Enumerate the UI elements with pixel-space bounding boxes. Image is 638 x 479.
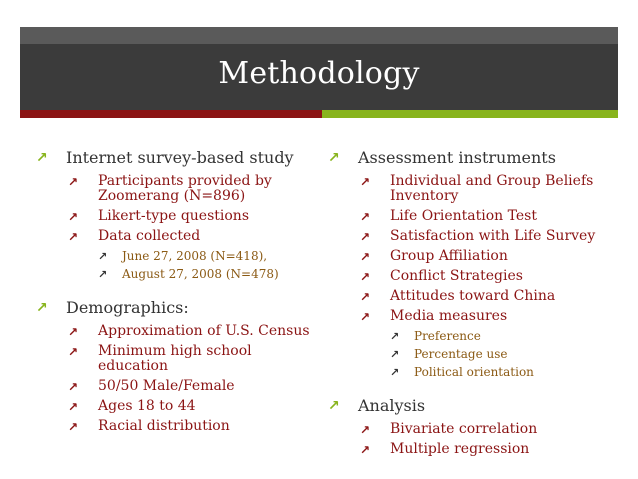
bullet-item-text: Data collected [98, 228, 201, 244]
right-column [328, 148, 623, 462]
arrow-up-right-icon: ↗ [360, 230, 371, 244]
bullet-item-text: 50/50 Male/Female [98, 378, 235, 394]
bullet-item-text: Group Affiliation [390, 248, 508, 264]
bullet-item-text: Racial distribution [98, 418, 230, 434]
arrow-up-right-icon: ↗ [68, 420, 79, 434]
bullet-item [36, 209, 316, 224]
bullet-item-text: Likert-type questions [98, 208, 250, 224]
section-gap [328, 383, 623, 396]
accent-bar-green [322, 110, 618, 118]
sub-bullet-item-text: August 27, 2008 (N=478) [122, 267, 279, 281]
section-heading-text: Demographics: [66, 298, 189, 317]
sub-bullet-item-text: Political orientation [414, 365, 534, 379]
arrow-up-right-icon: ↗ [328, 398, 340, 414]
arrow-up-right-icon: ↗ [68, 325, 79, 339]
arrow-up-right-icon: ↗ [68, 400, 79, 414]
arrow-up-right-icon: ↗ [68, 380, 79, 394]
slide-header [20, 44, 618, 110]
bullet-item-text: Satisfaction with Life Survey [390, 228, 596, 244]
arrow-up-right-icon: ↗ [68, 210, 79, 224]
arrow-up-right-icon: ↗ [68, 230, 79, 244]
bullet-item-text: Approximation of U.S. Census [98, 323, 310, 339]
arrow-up-right-icon: ↗ [360, 443, 371, 457]
arrow-up-right-icon: ↗ [36, 300, 48, 316]
bullet-item [328, 442, 623, 457]
sub-bullet-item-text: Preference [414, 329, 481, 343]
arrow-up-right-icon: ↗ [98, 268, 108, 281]
bullet-item-text: Life Orientation Test [390, 208, 537, 224]
bullet-item [36, 419, 316, 434]
section-heading [328, 148, 623, 167]
arrow-up-right-icon: ↗ [36, 150, 48, 166]
arrow-up-right-icon: ↗ [328, 150, 340, 166]
bullet-item [36, 174, 316, 204]
section-heading [36, 298, 316, 317]
sub-bullet-item-text: Percentage use [414, 347, 508, 361]
bullet-item [328, 249, 623, 264]
arrow-up-right-icon: ↗ [360, 290, 371, 304]
arrow-up-right-icon: ↗ [360, 270, 371, 284]
slide-title: Methodology [218, 56, 420, 91]
left-column [36, 148, 316, 439]
section-heading [328, 396, 623, 415]
bullet-item [328, 269, 623, 284]
sub-bullet-item [328, 347, 623, 361]
bullet-item-text: Attitudes toward China [390, 288, 556, 304]
section-heading-text: Internet survey-based study [66, 148, 294, 167]
arrow-up-right-icon: ↗ [360, 175, 371, 189]
bullet-item-text: Bivariate correlation [390, 421, 538, 437]
arrow-up-right-icon: ↗ [360, 250, 371, 264]
arrow-up-right-icon: ↗ [68, 175, 79, 189]
sub-bullet-item [36, 267, 316, 281]
bullet-item-text: Media measures [390, 308, 508, 324]
bullet-item-text: Conflict Strategies [390, 268, 523, 284]
bullet-item [328, 422, 623, 437]
section-heading-text: Analysis [358, 396, 426, 415]
sub-bullet-item-text: June 27, 2008 (N=418), [122, 249, 268, 263]
bullet-item-text: Individual and Group Beliefs Inventory [390, 173, 594, 204]
header-top-strip [20, 27, 618, 44]
sub-bullet-item [36, 249, 316, 263]
arrow-up-right-icon: ↗ [390, 366, 400, 379]
bullet-item-text: Participants provided by Zoomerang (N=896) [98, 173, 272, 204]
bullet-item [328, 309, 623, 324]
bullet-item [328, 289, 623, 304]
sub-bullet-item [328, 329, 623, 343]
arrow-up-right-icon: ↗ [360, 423, 371, 437]
arrow-up-right-icon: ↗ [360, 210, 371, 224]
section-gap [36, 285, 316, 298]
bullet-item-text: Multiple regression [390, 441, 530, 457]
bullet-item [36, 379, 316, 394]
bullet-item [328, 229, 623, 244]
bullet-item [36, 324, 316, 339]
arrow-up-right-icon: ↗ [390, 330, 400, 343]
bullet-item [36, 399, 316, 414]
sub-bullet-item [328, 365, 623, 379]
section-heading [36, 148, 316, 167]
section-heading-text: Assessment instruments [358, 148, 556, 167]
bullet-item [328, 209, 623, 224]
arrow-up-right-icon: ↗ [360, 310, 371, 324]
arrow-up-right-icon: ↗ [390, 348, 400, 361]
bullet-item-text: Minimum high school education [98, 343, 252, 374]
arrow-up-right-icon: ↗ [68, 345, 79, 359]
bullet-item [36, 344, 316, 374]
accent-bar-red [20, 110, 322, 118]
arrow-up-right-icon: ↗ [98, 250, 108, 263]
bullet-item [328, 174, 623, 204]
bullet-item [36, 229, 316, 244]
bullet-item-text: Ages 18 to 44 [98, 398, 196, 414]
